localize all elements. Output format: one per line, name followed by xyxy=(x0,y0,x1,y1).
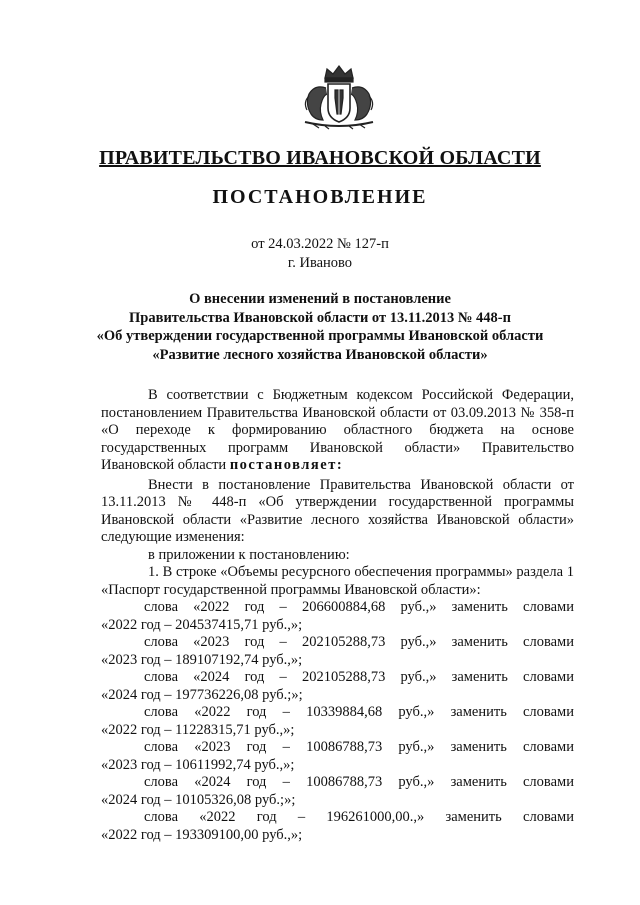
replacement-list xyxy=(101,599,574,844)
replacement-token: год xyxy=(246,704,267,720)
replacement-old-line xyxy=(101,774,574,792)
replacement-token: словами xyxy=(523,809,574,825)
subject-line: О внесении изменений в постановление xyxy=(189,291,451,307)
replacement-token: руб.,» xyxy=(398,739,435,755)
preamble-text: В соответствии с Бюджетным кодексом Российской Федерации, постановлением Правительства Ивановской области от 03.09.2013 № 358-п «О переходе к формированию областного бюджета на основе государственных программ Ивановской области» Правительство Ивановской области xyxy=(101,387,574,473)
replacement-token: заменить xyxy=(445,809,502,825)
subject-line: «Об утверждении государственной программы Ивановской области xyxy=(96,328,544,344)
replacement-token: 206600884,68 xyxy=(301,599,386,615)
replacement-token: год xyxy=(244,669,265,685)
replacement-token: слова xyxy=(144,809,179,825)
replacement-old-line xyxy=(101,669,574,687)
replacement-new-line: «2022 год – 11228315,71 руб.,»; xyxy=(101,721,295,738)
replacement-token: словами xyxy=(523,704,574,720)
replacement-token: 10339884,68 xyxy=(306,704,383,720)
replacement-token: «2024 xyxy=(194,774,231,790)
replacement-token: – xyxy=(297,809,306,825)
replacement-token: заменить xyxy=(450,739,507,755)
replacement-old-line xyxy=(101,634,574,652)
replacement-token: словами xyxy=(523,634,574,650)
replacement-new-line: «2023 год – 189107192,74 руб.,»; xyxy=(101,651,303,668)
paragraph-preamble xyxy=(101,387,574,475)
replacement-token: «2022 xyxy=(193,599,230,615)
replacement-token: словами xyxy=(523,599,574,615)
replacement-token: руб.,» xyxy=(398,704,435,720)
replacement-token: руб.,» xyxy=(398,774,435,790)
coat-of-arms-emblem xyxy=(299,64,379,130)
paragraph-appendix: в приложении к постановлению: xyxy=(148,546,350,563)
replacement-old-line xyxy=(101,599,574,617)
replacement-token: 196261000,00.,» xyxy=(326,809,425,825)
replacement-token: «2022 xyxy=(194,704,231,720)
replacement-new-line: «2023 год – 10611992,74 руб.,»; xyxy=(101,756,295,773)
replacement-token: заменить xyxy=(451,634,508,650)
government-title: ПРАВИТЕЛЬСТВО ИВАНОВСКОЙ ОБЛАСТИ xyxy=(99,147,541,169)
replacement-token: словами xyxy=(523,739,574,755)
replacement-token: «2023 xyxy=(193,634,230,650)
replacement-token: – xyxy=(279,599,287,615)
replacement-token: заменить xyxy=(451,599,508,615)
paragraph-item-1: 1. В строке «Объемы ресурсного обеспечения программы» раздела 1 «Паспорт государственной программы Ивановской области»: xyxy=(101,564,574,598)
decree-keyword: постановляет: xyxy=(229,457,344,473)
replacement-token: слова xyxy=(144,634,179,650)
replacement-token: заменить xyxy=(450,774,507,790)
replacement-token: слова xyxy=(144,599,179,615)
replacement-token: 202105288,73 xyxy=(301,634,386,650)
replacement-token: заменить xyxy=(450,704,507,720)
subject-line: Правительства Ивановской области от 13.11.2013 № 448-п xyxy=(129,309,511,326)
replacement-token: – xyxy=(279,669,287,685)
replacement-token: 10086788,73 xyxy=(306,739,383,755)
replacement-token: словами xyxy=(523,774,574,790)
date-number: от 24.03.2022 № 127-п xyxy=(251,236,389,252)
replacement-new-line: «2024 год – 197736226,08 руб.;»; xyxy=(101,686,303,703)
replacement-token: руб.,» xyxy=(400,599,437,615)
replacement-token: год xyxy=(246,739,267,755)
document-body xyxy=(101,387,574,844)
replacement-token: «2023 xyxy=(194,739,231,755)
subject-line: «Развитие лесного хозяйства Ивановской области» xyxy=(152,346,488,363)
replacement-old-line xyxy=(101,809,574,827)
replacement-token: 10086788,73 xyxy=(306,774,383,790)
replacement-token: – xyxy=(282,739,290,755)
replacement-token: руб.,» xyxy=(400,634,437,650)
replacement-token: «2024 xyxy=(193,669,230,685)
replacement-token: словами xyxy=(523,669,574,685)
replacement-token: слова xyxy=(144,669,179,685)
replacement-token: слова xyxy=(144,774,179,790)
replacement-new-line: «2024 год – 10105326,08 руб.;»; xyxy=(101,791,296,808)
replacement-token: слова xyxy=(144,704,179,720)
replacement-token: – xyxy=(279,634,287,650)
replacement-old-line xyxy=(101,704,574,722)
replacement-new-line: «2022 год – 193309100,00 руб.,»; xyxy=(101,826,303,843)
replacement-token: заменить xyxy=(451,669,508,685)
replacement-token: год xyxy=(244,634,265,650)
replacement-token: год xyxy=(244,599,265,615)
replacement-token: руб.,» xyxy=(400,669,437,685)
replacement-old-line xyxy=(101,739,574,757)
replacement-token: год xyxy=(256,809,277,825)
replacement-new-line: «2022 год – 204537415,71 руб.,»; xyxy=(101,616,303,633)
city: г. Иваново xyxy=(287,255,353,271)
replacement-token: 202105288,73 xyxy=(301,669,386,685)
replacement-token: год xyxy=(246,774,267,790)
replacement-token: – xyxy=(282,774,290,790)
document-subject xyxy=(0,290,640,364)
replacement-token: – xyxy=(282,704,290,720)
document-type-heading: ПОСТАНОВЛЕНИЕ xyxy=(212,186,428,208)
paragraph-amend: Внести в постановление Правительства Ивановской области от 13.11.2013 № 448-п «Об утверждении государственной программы Ивановской области «Развитие лесного хозяйства Ивановской области» следующие изменения: xyxy=(101,476,574,545)
replacement-token: «2022 xyxy=(199,809,236,825)
replacement-token: слова xyxy=(144,739,179,755)
